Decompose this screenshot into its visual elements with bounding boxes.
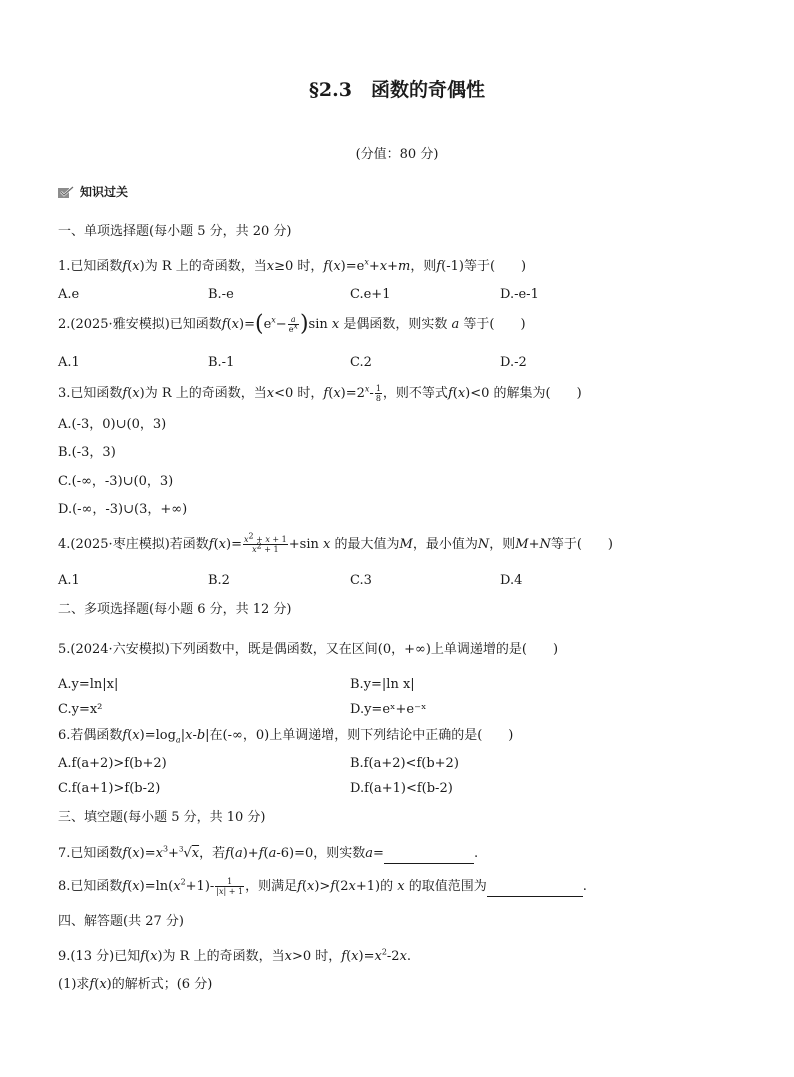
question-7-stem: 7.已知函数$f(x)=x^3+^3√x$，若f(a)+f(a-6)=0，则实数a= . <box>58 845 478 864</box>
answer-blank[interactable] <box>384 845 474 864</box>
section-fill-blank: 三、填空题(每小题 5 分，共 10 分) <box>58 810 266 825</box>
checkmark-icon <box>58 186 74 199</box>
question-8-stem: 8.已知函数$f(x)=\ln(x^2+1)-$ $\frac{1}{|x| + 1}$ ，则满足f(x)>f(2x+1)的 x 的取值范围为 . <box>58 877 587 896</box>
question-9-part-1: (1)求f(x)的解析式；(6 分) <box>58 977 213 992</box>
section-single-choice: 一、单项选择题(每小题 5 分，共 20 分) <box>58 224 292 239</box>
question-4-option: C.3 <box>350 573 372 588</box>
question-4-option: A.1 <box>58 573 80 588</box>
section-answer-questions: 四、解答题(共 27 分) <box>58 914 184 929</box>
question-3-option: D.(-∞，-3)∪(3，+∞) <box>58 502 188 517</box>
fraction: $\frac{1}{|x| + 1}$ <box>216 877 244 896</box>
question-2-option: C.2 <box>350 355 372 370</box>
knowledge-label-text: 知识过关 <box>80 185 129 199</box>
question-1-option: B.-e <box>208 287 234 302</box>
fraction: $\frac{x^2 + x + 1}{x^2 + 1}$ <box>243 531 287 554</box>
question-3-option: A.(-3，0)∪(0，3) <box>58 417 167 432</box>
question-4-option: D.4 <box>500 573 523 588</box>
question-9-stem: 9.(13 分)已知f(x)为 R 上的奇函数，当x>0 时，$f(x)=x^2-2x$. <box>58 947 412 964</box>
answer-blank[interactable] <box>487 878 583 897</box>
question-4-stem: 4.(2025·枣庄模拟)若函数f(x)= $\frac{x^2 + x + 1}{x^2 + 1}$ +sin x 的最大值为M，最小值为N，则M+N等于( ) <box>58 531 613 554</box>
question-5-option: D.y=eˣ+e⁻ˣ <box>350 702 427 717</box>
question-3-option: C.(-∞，-3)∪(0，3) <box>58 474 174 489</box>
question-2-option: B.-1 <box>208 355 235 370</box>
question-6-option: A.f(a+2)>f(b+2) <box>58 756 167 771</box>
fraction: $\frac{a}{e^x}$ <box>288 315 298 334</box>
question-5-stem: 5.(2024·六安模拟)下列函数中，既是偶函数，又在区间(0，+∞)上单调递增的是( ) <box>58 642 559 657</box>
question-5-option: A.y=ln|x| <box>58 677 119 692</box>
question-6-option: C.f(a+1)>f(b-2) <box>58 781 161 796</box>
question-1-option: A.e <box>58 287 80 302</box>
knowledge-section-label <box>58 183 128 201</box>
question-3-option: B.(-3，3) <box>58 445 116 460</box>
question-2-option: A.1 <box>58 355 80 370</box>
question-5-option: C.y=x² <box>58 702 103 717</box>
question-1-stem: 1.已知函数f(x)为 R 上的奇函数，当x≥0 时，$f(x)=e^x+x+m$，则f(-1)等于( ) <box>58 257 527 274</box>
fraction: $\frac{1}{8}$ <box>375 384 381 403</box>
question-6-option: B.f(a+2)<f(b+2) <box>350 756 459 771</box>
question-2-stem: 2.(2025·雅安模拟)已知函数$f(x)=(e^x-$ $\frac{a}{e^x}$ )sin x 是偶函数，则实数 a 等于( ) <box>58 311 526 337</box>
question-4-option: B.2 <box>208 573 230 588</box>
question-6-stem: 6.若偶函数$f(x)=\log_a|x-b|$在(-∞，0)上单调递增，则下列结论中正确的是( ) <box>58 728 514 745</box>
question-5-option: B.y=|ln x| <box>350 677 415 692</box>
page-title: §2.3 函数的奇偶性 <box>309 79 485 101</box>
question-3-stem: 3.已知函数f(x)为 R 上的奇函数，当x<0 时，$f(x)=2^x-$ $\frac{1}{8}$ ，则不等式f(x)<0 的解集为( ) <box>58 384 582 403</box>
score-line: (分值：80 分) <box>355 147 439 162</box>
question-6-option: D.f(a+1)<f(b-2) <box>350 781 453 796</box>
section-multiple-choice: 二、多项选择题(每小题 6 分，共 12 分) <box>58 602 292 617</box>
question-1-option: C.e+1 <box>350 287 391 302</box>
question-2-option: D.-2 <box>500 355 527 370</box>
question-1-option: D.-e-1 <box>500 287 539 302</box>
